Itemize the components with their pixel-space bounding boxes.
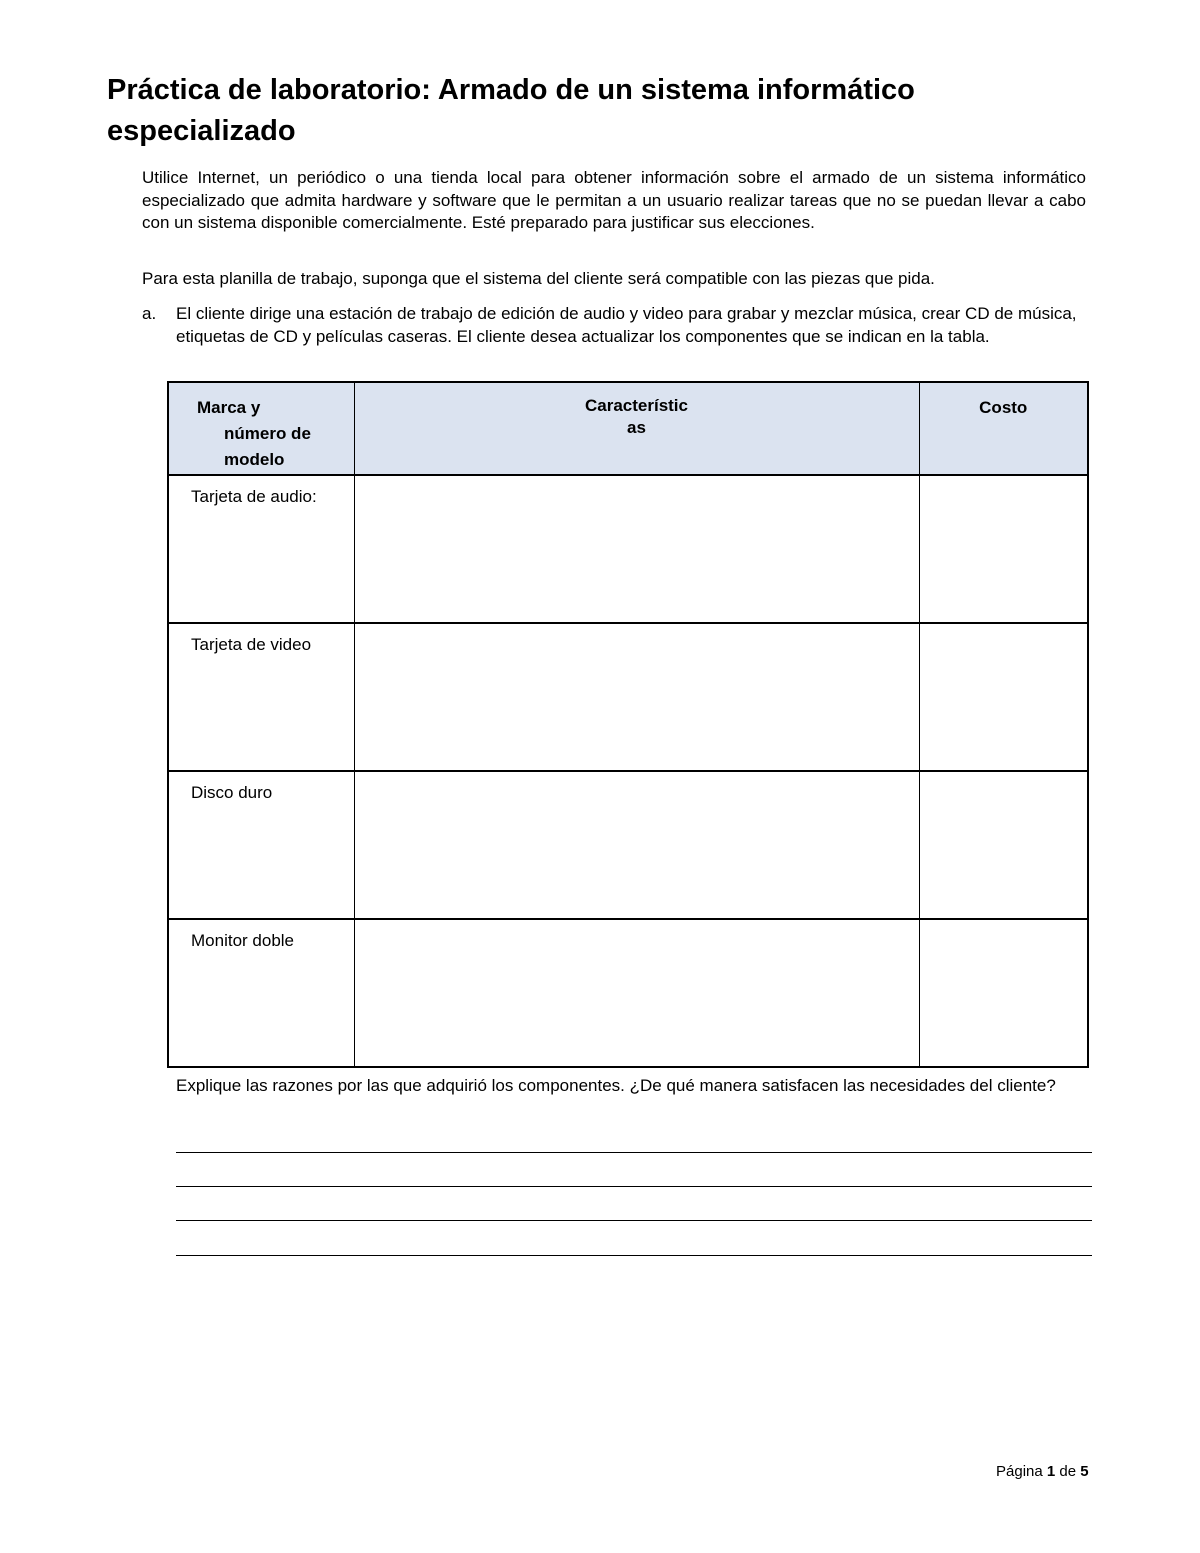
table-header-row — [168, 382, 1088, 475]
features-cell[interactable] — [354, 623, 919, 771]
footer-page-label: Página — [996, 1463, 1043, 1480]
answer-line[interactable] — [176, 1220, 1092, 1221]
footer-of: de — [1059, 1463, 1077, 1480]
footer-page-total: 5 — [1080, 1463, 1089, 1480]
header-features: Característic as — [354, 382, 919, 475]
row-label-video-card: Tarjeta de video — [168, 623, 354, 771]
header-brand-model: Marca y número de modelo — [168, 382, 354, 475]
list-marker: a. — [142, 304, 157, 323]
answer-line[interactable] — [176, 1255, 1092, 1256]
table-row — [168, 919, 1088, 1067]
answer-line[interactable] — [176, 1186, 1092, 1187]
cost-cell[interactable] — [919, 475, 1088, 623]
assumption-paragraph: Para esta planilla de trabajo, suponga que el sistema del cliente será compatible con las piezas que pida. — [142, 269, 935, 288]
answer-line[interactable] — [176, 1152, 1092, 1153]
row-label-hard-disk: Disco duro — [168, 771, 354, 919]
features-cell[interactable] — [354, 475, 919, 623]
features-cell[interactable] — [354, 919, 919, 1067]
table-row — [168, 475, 1088, 623]
list-item-a — [142, 303, 1122, 348]
row-label-audio-card: Tarjeta de audio: — [168, 475, 354, 623]
header-cost: Costo — [919, 382, 1088, 475]
intro-paragraph: Utilice Internet, un periódico o una tienda local para obtener información sobre el armado de un sistema informático especializado que admita hardware y software que le permitan a un usuario realizar tareas que no se puedan llevar a cabo con un sistema disponible comercialmente. Esté preparado para justificar sus elecciones. — [142, 168, 1086, 232]
cost-cell[interactable] — [919, 771, 1088, 919]
table-row — [168, 771, 1088, 919]
page-footer — [996, 1463, 1089, 1480]
cost-cell[interactable] — [919, 919, 1088, 1067]
table-row — [168, 623, 1088, 771]
features-cell[interactable] — [354, 771, 919, 919]
cost-cell[interactable] — [919, 623, 1088, 771]
list-item-text: El cliente dirige una estación de trabajo de edición de audio y video para grabar y mezclar música, crear CD de música, etiquetas de CD y películas caseras. El cliente desea actualizar los componentes que se indican en la tabla. — [176, 304, 1077, 346]
components-table — [167, 381, 1089, 1068]
row-label-dual-monitor: Monitor doble — [168, 919, 354, 1067]
explain-prompt: Explique las razones por las que adquirió los componentes. ¿De qué manera satisfacen las necesidades del cliente? — [176, 1076, 1056, 1095]
footer-page-number: 1 — [1046, 1463, 1056, 1480]
page-title: Práctica de laboratorio: Armado de un sistema informático especializado — [107, 74, 915, 147]
